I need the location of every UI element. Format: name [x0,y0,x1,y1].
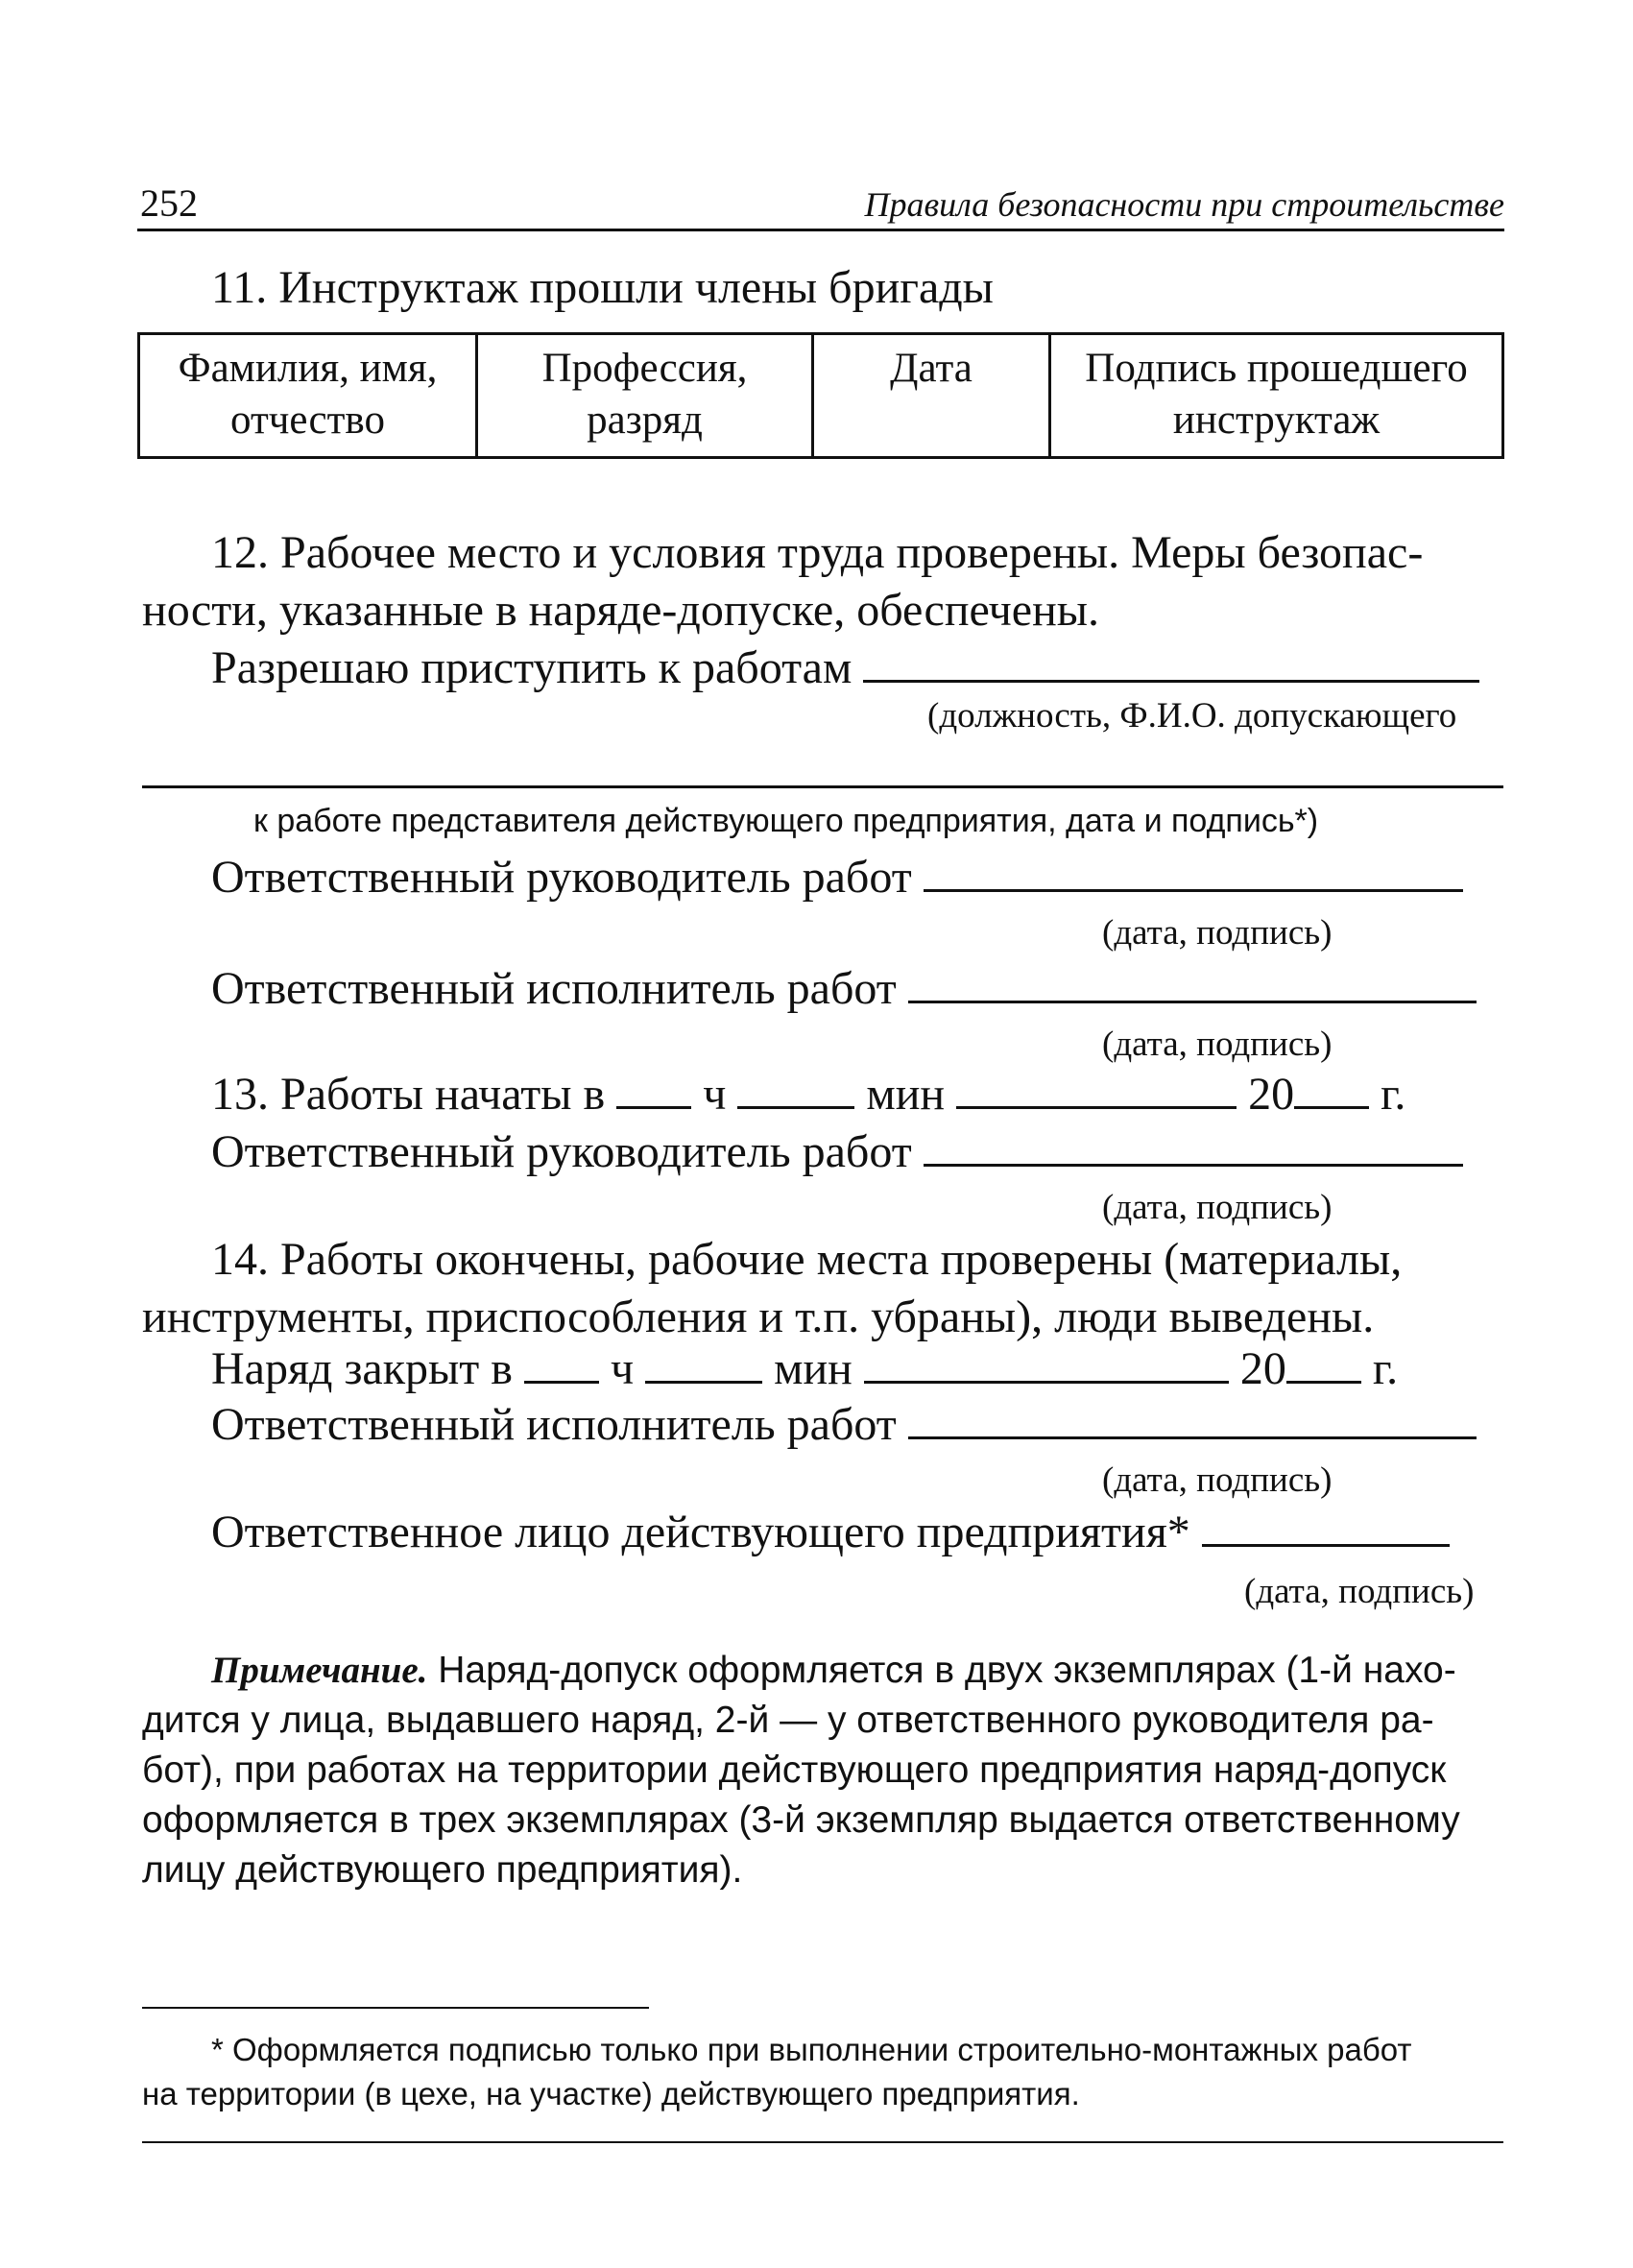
header-cell-date [813,334,1050,458]
header-name-line1: Фамилия, имя, [178,346,438,391]
started-label: 13. Работы начаты в [211,1069,606,1120]
section-13-manager-label: Ответственный руководитель работ [211,1126,912,1177]
start-date-blank[interactable] [956,1070,1237,1109]
section-14-closed-row [211,1342,1398,1395]
header-cell-profession [477,334,813,458]
permit-row [211,641,1479,694]
section-14-line2: инструменты, приспособления и т.п. убраны), люди выведены. [142,1291,1375,1342]
header-signature-line2: инструктаж [1172,398,1381,443]
footnote-block [142,2028,1503,2116]
permit-label: Разрешаю приступить к работам [211,642,853,693]
enterprise-row [211,1506,1450,1558]
footnote-line-2: на территории (в цехе, на участке) действующего предприятия. [142,2076,1080,2111]
executor-label: Ответственный исполнитель работ [211,963,897,1014]
start-minute-blank[interactable] [737,1070,854,1109]
footnote-line-1: * Оформляется подписью только при выполнении строительно-монтажных работ [211,2032,1412,2067]
section-14-executor-row [211,1398,1477,1451]
brigade-table [137,332,1504,459]
manager-signature-blank[interactable] [924,853,1463,892]
executor-row [211,962,1477,1015]
minute-label: мин [866,1069,946,1120]
permit-hint-2: к работе представителя действующего предприятия, дата и подпись*) [253,803,1319,839]
table-header-row [139,334,1503,458]
note-line-3: бот), при работах на территории действующего предприятия наряд-допуск [142,1749,1447,1791]
start-year-blank[interactable] [1294,1070,1369,1109]
section-11-title: 11. Инструктаж прошли члены бригады [211,262,994,313]
permit-continuation-blank[interactable] [142,785,1503,788]
enterprise-signature-blank[interactable] [1202,1508,1450,1547]
note-line-1 [142,1646,1503,1696]
section-12-line1: 12. Рабочее место и условия труда проверены. Меры безопас- [211,527,1424,578]
close-year-suffix: г. [1372,1343,1399,1394]
section-14-executor-label: Ответственный исполнитель работ [211,1399,897,1450]
note-line-2: дится у лица, выдавшего наряд, 2-й — у ответственного руководителя ра- [142,1700,1434,1741]
note-label: Примечание. [211,1650,428,1691]
section-14-executor-hint: (дата, подпись) [1102,1460,1333,1500]
manager-label: Ответственный руководитель работ [211,852,912,903]
permit-blank[interactable] [863,643,1479,683]
header-cell-signature [1050,334,1503,458]
footnote-separator [142,2007,649,2009]
header-name-line2: отчество [230,398,385,443]
permit-hint-1: (должность, Ф.И.О. допускающего [927,696,1457,736]
note-block [142,1646,1503,1895]
start-hour-blank[interactable] [616,1070,691,1109]
header-cell-name [139,334,477,458]
note-line-1-text: Наряд-допуск оформляется в двух экземплярах (1-й нахо- [438,1650,1456,1691]
section-13-manager-hint: (дата, подпись) [1102,1188,1333,1227]
running-title: Правила безопасности при строительстве [864,185,1504,224]
section-13-manager-row [211,1125,1463,1178]
header-profession-line1: Профессия, [541,346,748,391]
header-rule [137,229,1504,231]
section-12-line2: ности, указанные в наряде-допуске, обеспечены. [142,585,1100,636]
close-minute-blank[interactable] [645,1344,762,1384]
executor-signature-blank[interactable] [908,964,1477,1003]
close-date-blank[interactable] [864,1344,1229,1384]
page-number: 252 [140,181,198,225]
footer-rule [142,2141,1503,2143]
year-suffix: г. [1381,1069,1406,1120]
manager-hint: (дата, подпись) [1102,913,1333,953]
manager-row [211,851,1463,904]
section-13-start-row [211,1068,1405,1121]
executor-hint: (дата, подпись) [1102,1025,1333,1064]
section-14-line1: 14. Работы окончены, рабочие места проверены (материалы, [211,1234,1403,1285]
close-year-blank[interactable] [1286,1344,1361,1384]
header-signature-line1: Подпись прошедшего [1085,346,1468,391]
note-line-5: лицу действующего предприятия). [142,1849,743,1891]
enterprise-label: Ответственное лицо действующего предприятия* [211,1507,1190,1557]
close-hour-label: ч [610,1343,635,1394]
close-hour-blank[interactable] [524,1344,599,1384]
section-14-executor-blank[interactable] [908,1400,1477,1439]
section-13-manager-blank[interactable] [924,1127,1463,1167]
enterprise-hint: (дата, подпись) [1244,1572,1475,1611]
header-profession-line2: разряд [587,398,703,443]
note-line-4: оформляется в трех экземплярах (3-й экземпляр выдается ответственному [142,1799,1460,1841]
hour-label: ч [703,1069,727,1120]
close-minute-label: мин [774,1343,853,1394]
year-prefix: 20 [1248,1069,1295,1120]
header-date-line1: Дата [890,346,973,391]
closed-label: Наряд закрыт в [211,1343,513,1394]
close-year-prefix: 20 [1239,1343,1286,1394]
